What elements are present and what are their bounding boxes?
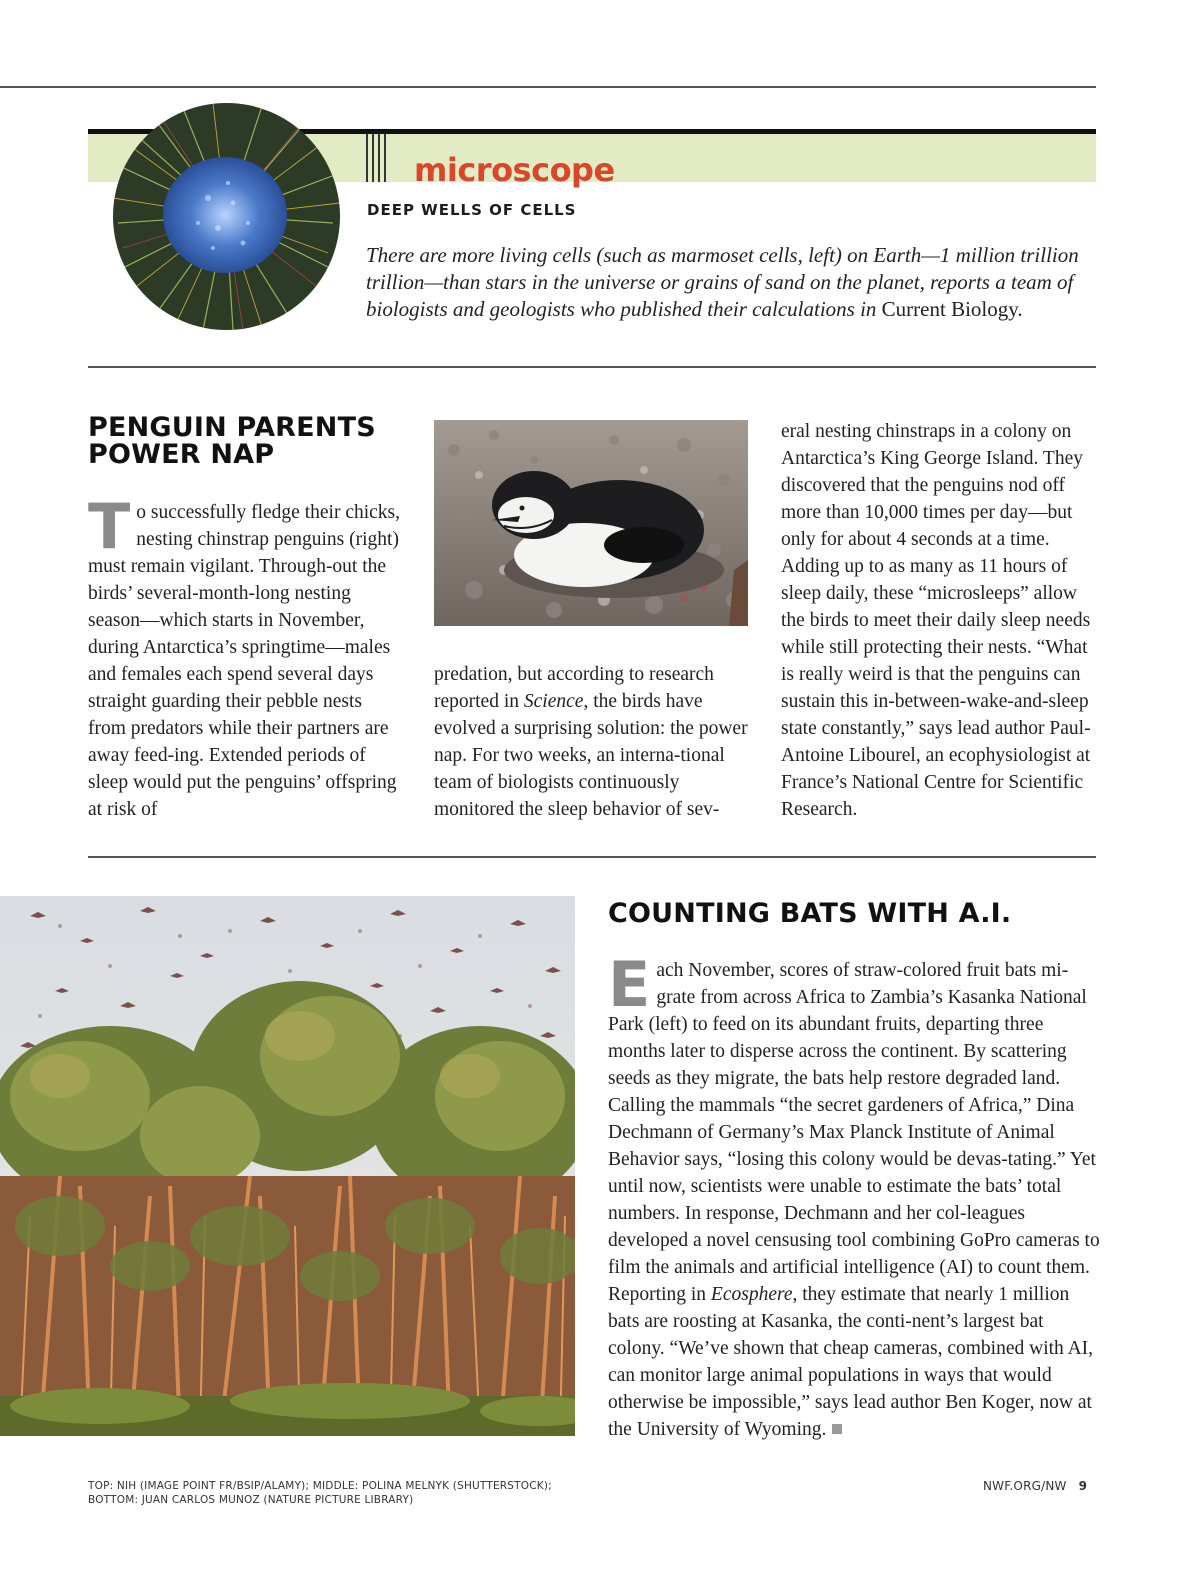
penguin-col2-journal: Science [523,691,584,712]
bats-dropcap: E [608,948,651,1021]
penguin-col3-text: eral nesting chinstraps in a colony on Antarctica’s King George Island. They discovered that the penguins nod off more than 10,000 times per day—but only for about 4 seconds at a time. Adding up to as many as 11 hours of sleep daily, these “microsleeps” allow the birds to meet their daily sleep needs while still protecting their nests. “What is really weird is that the penguins can sustain this in-between-wake-and-sleep state constantly,” says lead author Paul-Antoine Libourel, an ecophysiologist at France’s National Centre for Scientific Research. [781,421,1091,820]
penguin-column-1 [88,490,404,823]
marmoset-cells-image [113,103,340,330]
section-lead [366,242,1106,323]
top-rule [0,86,1096,88]
lead-journal: Current Biology. [881,297,1023,321]
penguin-col2-text-b: , the birds have evolved a surprising solution: the power nap. For two weeks, an interna-tional team of biologists continuously monitored the sleep behavior of sev- [434,691,748,820]
site-url: NWF.ORG/NW [983,1479,1067,1493]
bats-text-b: , they estimate that nearly 1 million bats are roosting at Kasanka, the conti-nent’s largest bat colony. “We’ve shown that cheap cameras, combined with AI, can monitor large animal populations in ways that would otherwise be impossible,” says lead author Ben Koger, now at the University of Wyoming. [608,1284,1094,1440]
fruit-bats-trees-image [0,896,575,1436]
divider-2 [88,856,1096,858]
bats-journal: Ecosphere [710,1284,793,1305]
bats-headline: COUNTING BATS WITH A.I. [608,898,1012,929]
penguin-headline-line2: POWER NAP [88,439,275,470]
penguin-column-2 [434,661,750,823]
section-title: microscope [414,151,615,189]
end-mark-icon [832,1424,842,1434]
page-footer-right [983,1479,1087,1493]
penguin-col1-text: o successfully fledge their chicks, nesting chinstrap penguins (right) must remain vigilant. Through-out the birds’ several-month-long nesting season—which starts in November, during Antarctica’s springtime—males and females each spend several days straight guarding their pebble nests from predators while their partners are away feed-ing. Extended periods of sleep would put the penguins’ offspring at risk of [88,502,401,820]
photo-credits-line2: BOTTOM: JUAN CARLOS MUNOZ (NATURE PICTURE LIBRARY) [88,1494,414,1506]
bats-text-a: ach November, scores of straw-colored fruit bats mi-grate from across Africa to Zambia’s Kasanka National Park (left) to feed on its abundant fruits, departing three months later to disperse across the continent. By scattering seeds as they migrate, the bats help restore degraded land. Calling the mammals “the secret gardeners of Africa,” Dina Dechmann of Germany’s Max Planck Institute of Animal Behavior says, “losing this colony would be devas-tating.” Yet until now, scientists were unable to estimate the bats’ total numbers. In response, Dechmann and her col-leagues developed a novel censusing tool combining GoPro cameras to film the animals and artificial intelligence (AI) to count them. Reporting in [608,960,1100,1305]
bats-column [608,948,1100,1443]
page-number: 9 [1078,1479,1088,1493]
penguin-col2-text-a: predation, but according to research reported in [434,664,714,712]
chinstrap-penguin-image [434,420,748,626]
lead-text: There are more living cells (such as marmoset cells, left) on Earth—1 million trillion trillion—than stars in the universe or grains of sand on the planet, reports a team of biologists and geologists who published their calculations in [366,243,1079,321]
photo-credits [88,1479,552,1507]
penguin-column-3 [781,418,1097,823]
band-bars-ornament [366,134,388,182]
penguin-dropcap: T [88,490,131,563]
penguin-headline [88,414,376,468]
photo-credits-line1: TOP: NIH (IMAGE POINT FR/BSIP/ALAMY); MIDDLE: POLINA MELNYK (SHUTTERSTOCK); [88,1480,552,1492]
penguin-headline-line1: PENGUIN PARENTS [88,412,376,443]
divider-1 [88,366,1096,368]
section-subtitle: DEEP WELLS OF CELLS [367,201,577,219]
